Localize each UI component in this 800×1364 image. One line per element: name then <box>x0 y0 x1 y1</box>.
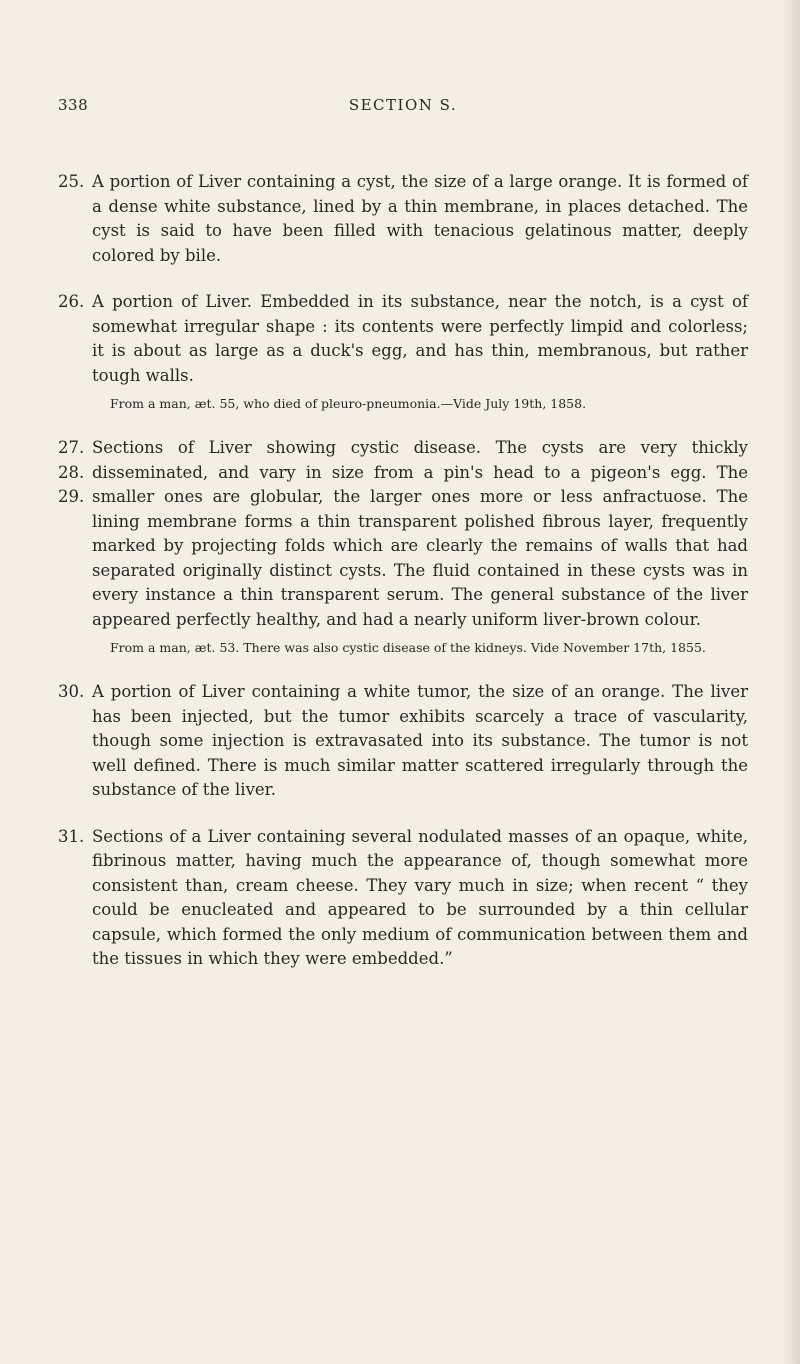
entry-number-30: 30. <box>58 682 85 701</box>
entry-number-27: 27. <box>58 438 85 457</box>
entry-27-29 <box>58 436 748 658</box>
entry-number <box>58 290 92 315</box>
entry-25 <box>58 170 748 268</box>
entry-description: A portion of Liver containing a cyst, the size of a large orange. It is formed of a dense white substance, lined by a thin membrane, in places detached. The cyst is said to have been filled with tenacious gelatinous matter, deeply colored by bile. <box>92 172 748 265</box>
entry-number-31: 31. <box>58 826 85 846</box>
section-title: SECTION S. <box>348 96 458 114</box>
page-number: 338 <box>58 96 89 114</box>
page-edge-shadow <box>782 0 800 1364</box>
entry-number <box>58 170 92 195</box>
entry-description: Sections of Liver showing cystic disease. The cysts are very thickly disseminated, and vary in size from a pin's head to a pigeon's egg. The smaller ones are globular, the larger ones more or less anfractuose. The lining membrane forms a thin transparent polished fibrous layer, frequently marked by projecting folds which are clearly the remains of walls that had separated originally distinct cysts. The fluid contained in these cysts was in every instance a thin transparent serum. The general substance of the liver appeared perfectly healthy, and had a nearly uniform liver-brown colour. <box>92 438 748 629</box>
entry-case-note: From a man, æt. 53. There was also cystic disease of the kidneys. Vide November 17th, 1855. <box>110 640 706 655</box>
entry-description: Sections of a Liver containing several nodulated masses of an opaque, white, fibrinous matter, having much the appearance of, though somewhat more consistent than, cream cheese. They vary much in size; when recent “ they could be enucleated and appeared to be surrounded by a thin cellular capsule, which formed the only medium of communication between them and the tissues in which they were embedded.” <box>92 826 748 968</box>
entry-26 <box>58 290 748 414</box>
entry-number <box>58 680 92 705</box>
entry-30 <box>58 680 748 803</box>
entry-description: A portion of Liver. Embedded in its substance, near the notch, is a cyst of somewhat irregular shape : its contents were perfectly limpid and colorless; it is about as large as a duck's egg, and has thin, membranous, but rather tough walls. <box>92 292 748 385</box>
entry-description: A portion of Liver containing a white tumor, the size of an orange. The liver has been injected, but the tumor exhibits scarcely a trace of vascularity, though some injection is extravasated into its substance. The tumor is not well defined. There is much similar matter scattered irregularly through the substance of the liver. <box>92 682 748 799</box>
entry-case-note: From a man, æt. 55, who died of pleuro-pneumonia.—Vide July 19th, 1858. <box>110 396 587 411</box>
entry-number-26: 26. <box>58 292 85 311</box>
entry-number <box>58 436 92 510</box>
entry-number-28: 28. <box>58 462 85 482</box>
page-header <box>58 96 748 120</box>
entry-number-29: 29. <box>58 487 85 506</box>
catalogue-entries <box>58 170 748 994</box>
entry-number <box>58 825 92 850</box>
entry-31 <box>58 825 748 972</box>
entry-number-25: 25. <box>58 172 85 191</box>
